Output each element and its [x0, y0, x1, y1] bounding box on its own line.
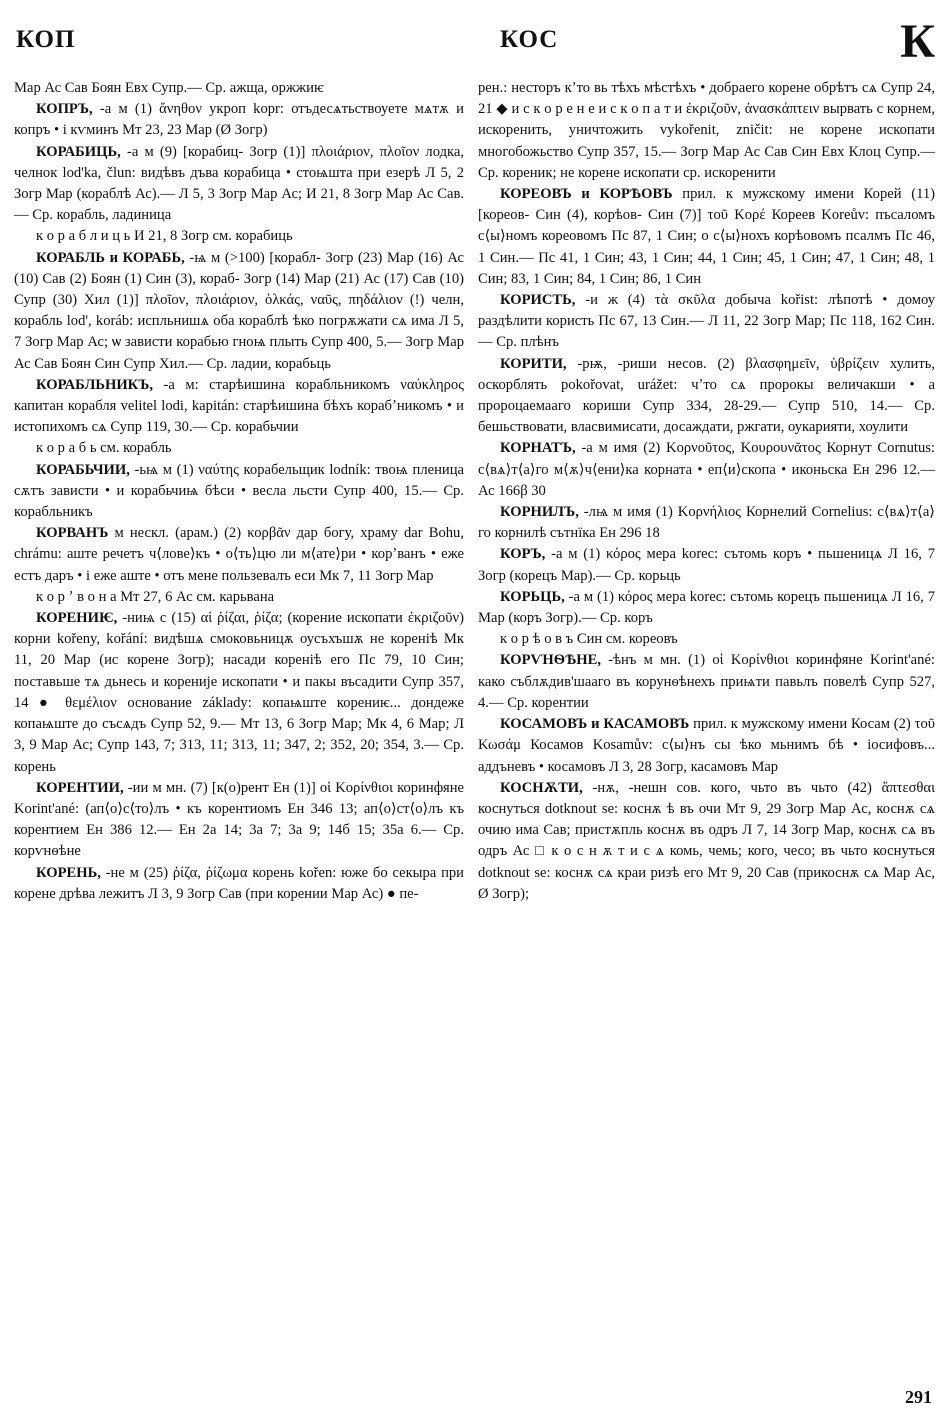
entry-headword: КОРѴНѲѢНЕ,: [500, 652, 601, 669]
entry-text: к о р а б ь см. корабль: [36, 440, 172, 457]
dictionary-entry: [14, 438, 464, 459]
entry-text: м нескл. (арам.) (2) κορβᾶν дар богу, храму dar Bohu, chrámu: аште речетъ ч⟨лове⟩къ • о⟨ть⟩цю ли м⟨ате⟩ри • корʼванъ • еже естъ даръ • і еже аште • отъ мене пользевалъ еси Мк 7, 11 Зогр Мар: [14, 525, 464, 584]
dictionary-entry: [478, 502, 935, 544]
dictionary-entry: [478, 438, 935, 502]
entry-headword: КОРАБЛЬ и КОРАБЬ,: [36, 249, 185, 266]
running-head-left: КОП: [16, 26, 76, 53]
left-column: [14, 78, 464, 905]
entry-text: -рѭ, -риши несов. (2) βλασφημεῖν, ὑβρίζειν хулить, оскорблять pokořovat, urážet: чʼто сѧ пророкы величакши • а пророцаемааго кориши Супр 334, 28-29.— Супр 510, 14.— Ср. бешьствовати, власвимисати, досаждати, ржгати, оукарияти, хоулити: [478, 355, 935, 436]
entry-text: -а м (9) [корабиц- Зогр (1)] πλοιάριον, πλοῖον лодка, челнок lod'ka, člun: видѣвъ дъва корабица • стоѩшта при езерѣ Л 5, 2 Зогр Мар (кораблѣ Ас).— Л 5, 3 Зогр Мар Ас; И 21, 8 Зогр Мар Ас Сав.— Ср. корабль, ладиница: [14, 143, 464, 224]
dictionary-entry: [14, 523, 464, 587]
entry-text: -а м (1) κόρος мера korec: сътомь коръ • пьшеницѧ Л 16, 7 Зогр (корецъ Мар).— Ср. корьць: [478, 546, 935, 584]
dictionary-entry: [14, 226, 464, 247]
entry-headword: КОРИТИ,: [500, 355, 567, 372]
dictionary-entry: [14, 142, 464, 227]
entry-text: к о р а б л и ц ь И 21, 8 Зогр см. корабиць: [36, 228, 293, 245]
entry-text: -а м (1) ἄνηθον укроп kopr: отъдесѧтьствоуете мѧтѫ и копръ • і кѵминъ Мт 23, 23 Мар (Ø Зогр): [14, 101, 464, 139]
entry-headword: КОПРЪ,: [36, 101, 93, 118]
entry-text: -ѩ м (>100) [корабл- Зогр (23) Мар (16) Ас (10) Сав (2) Боян (1) Син (3), кораб- Зогр (14) Мар (21) Ас (17) Сав (10) Супр (30) Хил (1)] πλοῖον, πλοιάριον, ὁλκάς, ναῦς, πηδάλιον (!) челн, корабль lod', koráb: испльнишѧ оба кораблѣ ѣко погрѫжати сѧ има Л 5, 7 Зогр Мар Ас; ѡ зависти корабью гноѩ плыть Супр 400, 5.— Зогр Мар Ас Сав Боян Син Супр Хил.— Ср. ладии, корабьць: [14, 249, 464, 372]
dictionary-entry: [478, 778, 935, 905]
dictionary-entry: [478, 78, 935, 184]
page-number: 291: [905, 1387, 932, 1407]
entry-headword: КОРНИЛЪ,: [500, 504, 579, 521]
entry-headword: КОРЕНТИИ,: [36, 779, 124, 796]
dictionary-entry: [478, 290, 935, 354]
dictionary-entry: [478, 629, 935, 650]
dictionary-entry: [14, 608, 464, 778]
dictionary-entry: [478, 650, 935, 714]
entry-text: -ии м мн. (7) [к(о)рент Ен (1)] οἱ Κορίνθιοι коринфяне Korint'ané: (ап⟨о⟩с⟨то⟩лъ • къ корентиомъ Ен 346 13; ап⟨о⟩ст⟨о⟩лъ къ корентием Ен 386 12.— Ен 2а 14; 3а 7; 3а 9; 14б 15; 35а 6.— Ср. корѵнѳѣне: [14, 779, 464, 860]
entry-text: -и ж (4) τὰ σκῦλα добыча kořist: лѣпотѣ • домоу раздѣлити користь Пс 67, 13 Син.— Л 11, 22 Зогр Мар; Пс 118, 162 Син.— Ср. плѣнъ: [478, 292, 935, 351]
entry-headword: КОРАБИЦЬ,: [36, 143, 121, 160]
entry-text: -ниѩ с (15) αἱ ῥίζαι, ῥίζα; (корение ископати ἐκριζοῦν) корни kořeny, kořání: видѣшѧ смоковьницѫ оусъхъшѫ не кореніѣ Мк 11, 20 Мар (ис корене Зогр); насади кореніѣ его Пс 79, 10 Син; поставьше тѧ дьнесь и кореније ископати • и пакы въсадити Супр 357, 14 ● θεμέλιον основание základy: копаѩште корениѥ... дондеже копаѩште до съсѧдъ Супр 52, 9.— Мт 13, 6 Зогр Мар; Мк 4, 6 Мар; Л 3, 9 Мар Ас; Супр 143, 7; 313, 11; 313, 11; 347, 2; 352, 20; 354, 3.— Ср. корень: [14, 610, 464, 775]
running-head-center: КОС: [500, 26, 559, 53]
entry-text: к о р ʼ в о н а Мт 27, 6 Ас см. карьвана: [36, 588, 275, 605]
dictionary-entry: [14, 460, 464, 524]
entry-text: -ѣнъ м мн. (1) οἱ Κορίνθιοι коринфяне Korint'ané: како съблѫдив'шааго въ корунѳѣнехъ приѩти павьлъ повелѣ Супр 527, 4.— Ср. корентии: [478, 652, 935, 711]
entry-headword: КОРАБЬЧИИ,: [36, 461, 130, 478]
entry-headword: КОРЕНЬ,: [36, 864, 101, 881]
entry-text: -не м (25) ῥίζα, ῥίζωμα корень kořen: юже бо секыра при корене дрѣва лежитъ Л 3, 9 Зогр Сав (при корении Мар Ас) ● пе-: [14, 864, 464, 902]
entry-headword: КОРВАНЪ: [36, 525, 109, 542]
entry-text: -а м имя (2) Κορνοῦτος, Κουρουνᾶτος Корнут Cornutus: с⟨вѧ⟩т⟨а⟩го м⟨ѫ⟩ч⟨ени⟩ка корната • еп⟨и⟩скопа • иконьска Ен 296 12.— Ас 166β 30: [478, 440, 935, 499]
entry-text: прил. к мужскому имени Корей (11) [кореов- Син (4), корѣов- Син (7)] τοῦ Κορέ Кореев Koreův: пъсаломъ с⟨ы⟩номъ кореовомъ Пс 87, 1 Син; о с⟨ы⟩нохъ корѣовомъ псалмъ Пс 46, 1 Син.— Пс 41, 1 Син; 43, 1 Син; 44, 1 Син; 45, 1 Син; 47, 1 Син; 48, 1 Син; 83, 1 Син; 84, 1 Син; 86, 1 Син: [478, 186, 935, 287]
dictionary-entry: [14, 78, 464, 99]
entry-text: Мар Ас Сав Боян Евх Супр.— Ср. ажща, оржжиѥ: [14, 80, 324, 96]
section-letter: К: [900, 15, 936, 68]
dictionary-entry: [478, 544, 935, 586]
entry-headword: КОРИСТЬ,: [500, 292, 576, 309]
entry-headword: КОРЕНИѤ,: [36, 610, 118, 627]
dictionary-entry: [478, 587, 935, 629]
entry-text: -нѫ, -нешн сов. кого, чьто въ чьто (42) ἅπτεσθαι коснуться dotknout se: коснѫ ѣ въ очи Мт 9, 29 Зогр Мар Ас, коснѫ сѧ очию има Сав; пристѫпль коснѫ въ одръ Л 7, 14 Зогр Мар, коснѫ сѧ въ одръ Ас □ к о с н ѫ т и с ѧ комь, чемь; кого, чесо; въ чьто коснуться dotknout se: коснѫ сѧ краи ризѣ его Мт 9, 20 Сав (прикоснѫ сѧ Мар Ас, Ø Зогр);: [478, 779, 935, 902]
entry-headword: КОРЬЦЬ,: [500, 588, 565, 605]
entry-headword: КОРЕОВЪ и КОРѢОВЪ: [500, 186, 673, 203]
dictionary-entry: [478, 354, 935, 439]
entry-headword: КОСАМОВЪ и КАСАМОВЪ: [500, 716, 690, 733]
entry-headword: КОРНАТЪ,: [500, 440, 576, 457]
entry-text: к о р ѣ о в ъ Син см. кореовъ: [500, 631, 678, 648]
entry-text: -а м (1) κόρος мера korec: сътомь корецъ пьшеницѧ Л 16, 7 Мар (коръ Зогр).— Ср. коръ: [478, 588, 935, 627]
dictionary-entry: [14, 778, 464, 863]
dictionary-entry: [478, 184, 935, 290]
dictionary-entry: [14, 863, 464, 905]
entry-text: -ьѩ м (1) ναύτης корабельщик lodník: твоѩ пленица сѫтъ зависти • и корабьчиѩ бѣси • весла льсти Супр 400, 15.— Ср. корабльникъ: [14, 461, 464, 521]
entry-text: -а м: старѣишина корабльникомъ ναύκληρος капитан корабля velitel lodi, kapitán: старѣишина бѣхъ корабʼникомъ • и истопихомъ сѧ Супр 119, 30.— Ср. корабьчии: [14, 376, 464, 436]
entry-headword: КОРАБЛЬНИКЪ,: [36, 376, 154, 393]
dictionary-entry: [14, 587, 464, 608]
dictionary-entry: [478, 714, 935, 778]
entry-headword: КОСНѪТИ,: [500, 779, 583, 796]
entry-text: -лѩ м имя (1) Κορνήλιος Корнелий Cornelius: с⟨вѧ⟩т⟨а⟩го корнилѣ сътнїка Ен 296 18: [478, 504, 935, 542]
right-column: [478, 78, 935, 905]
dictionary-entry: [14, 375, 464, 439]
dictionary-entry: [14, 99, 464, 141]
dictionary-entry: [14, 248, 464, 375]
entry-text: прил. к мужскому имени Косам (2) τοῦ Κωσάμ Косамов Kosamův: с⟨ы⟩нъ сы ѣко мьнимъ бѣ • іосифовъ... аддъневъ • косамовъ Л 3, 28 Зогр, касамовъ Мар: [478, 716, 935, 775]
entry-text: рен.: несторъ кʼто вь тѣхъ мѣстѣхъ • добраего корене обрѣтъ сѧ Супр 24, 21 ◆ и с к о р е н е и с к о п а т и ἐκριζοῦν, ἀνασκάπτειν вырвать с корнем, искоренить, уничтожить vykořenit, zničit: не корене ископати многобожьство Супр 357, 15.— Зогр Мар Ас Сав Син Евх Клоц Супр.— Ср. кореник; не корене ископати ср. искоренити: [478, 80, 935, 181]
entry-headword: КОРЪ,: [500, 546, 546, 563]
